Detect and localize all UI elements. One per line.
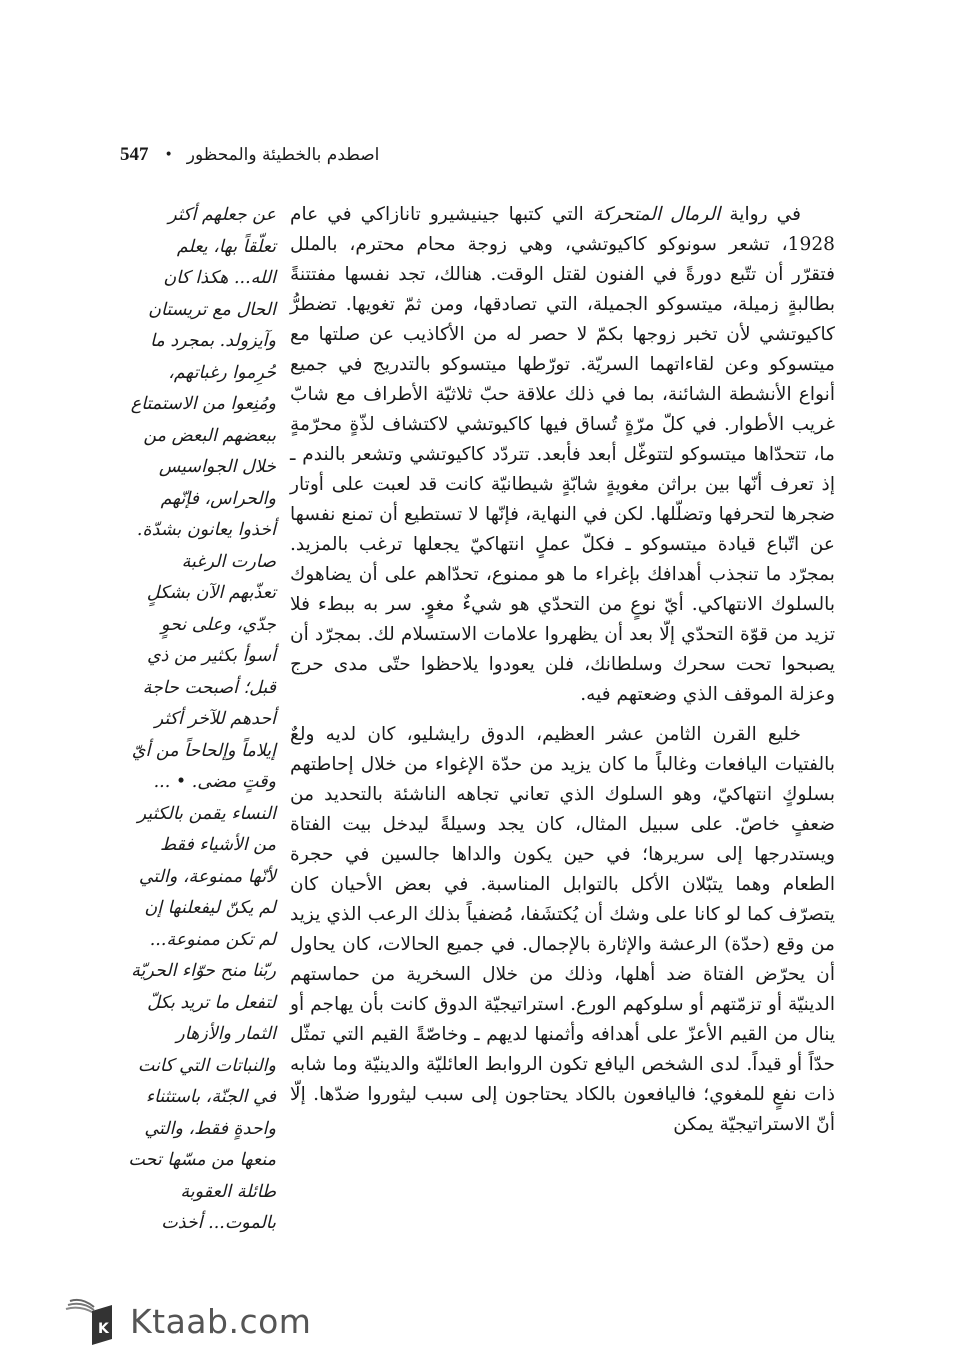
site-name: Ktaab.com xyxy=(130,1301,312,1341)
sidebar-quote-line: أخذوا يعانون بشدّة. xyxy=(136,520,276,540)
sidebar-quote-line: قبل؛ أصبحت حاجة xyxy=(142,677,276,698)
sidebar-quote xyxy=(128,200,276,1240)
svg-text:K: K xyxy=(98,1321,109,1337)
sidebar-quote-line: ربّنا منح حوّاء الحريّة xyxy=(131,961,276,981)
paragraph-1 xyxy=(290,200,835,710)
sidebar-quote-line: ببعضهم البعض من xyxy=(143,425,276,446)
sidebar-quote-line: الله... هكذا كان xyxy=(163,268,276,288)
sidebar-quote-line: طائلة العقوبة xyxy=(180,1181,276,1202)
sidebar-quote-line: لأنّها ممنوعة، والتي xyxy=(138,866,276,887)
sidebar-quote-line: منعها من مسّها تحت xyxy=(128,1150,276,1170)
running-header xyxy=(120,140,410,170)
sidebar-quote-line: أحدهم للآخر أكثر xyxy=(154,709,276,729)
sidebar-quote-line: وقتٍ مضى. • ... xyxy=(153,772,276,792)
sidebar-quote-line: لتفعل ما تريد بكلّ xyxy=(147,992,276,1013)
book-logo-icon xyxy=(62,1295,122,1347)
sidebar-quote-line: واحدةٍ فقط، والتي xyxy=(144,1118,276,1139)
sidebar-quote-line: لم تكن ممنوعة... xyxy=(149,929,276,950)
sidebar-quote-line: خلال الجواسيس xyxy=(158,457,276,477)
sidebar-quote-line: والنباتات التي كانت xyxy=(137,1055,276,1076)
paragraph-2 xyxy=(290,720,835,1140)
sidebar-quote-line: تعذّبهم الآن بشكلٍ xyxy=(146,583,276,603)
sidebar-quote-line: إيلاماً وإلحاحاً من أيّ xyxy=(131,740,276,761)
sidebar-quote-line: عن جعلهم أكثر xyxy=(168,205,276,225)
sidebar-quote-line: الثمار والأزهار xyxy=(176,1024,276,1044)
sidebar-quote-line: والحراس، فإنّهم xyxy=(160,488,276,509)
sidebar-quote-line: لم يكنّ ليفعلنها إن xyxy=(144,898,276,918)
paragraph-lead: في رواية xyxy=(720,204,801,225)
sidebar-quote-line: وآيزولد. بمجرد ما xyxy=(150,331,276,351)
sidebar-quote-line: من الأشياء فقط xyxy=(160,835,276,855)
sidebar-quote-line: ومُنِعوا من الاستمتاع xyxy=(130,394,276,414)
watermark-logo xyxy=(62,1295,311,1347)
main-text-column xyxy=(290,200,835,1140)
sidebar-quote-line: أسوأ بكثير من ذي xyxy=(146,646,276,666)
sidebar-quote-line: في الجنّة، باستثناء xyxy=(145,1087,276,1107)
running-title: اصطدم بالخطيئة والمحظور xyxy=(186,145,380,165)
sidebar-quote-line: تعلّقاً بها، يعلم xyxy=(176,236,276,257)
paragraph-body: خليع القرن الثامن عشر العظيم، الدوق رايشليو، كان لديه ولعٌ بالفتيات اليافعات وغالباً ما كان يزيد من حدّة الإغواء من خلال إحاطتهم بسلوكٍ انتهاكيّ، وهو السلوك الذي تعاني تجاهه الناشئة بالتحديد من ضعفٍ خاصّ. على سبيل المثال، كان يجد وسيلةً ليدخل بيت الفتاة ويستدرجها إلى سريرها؛ في حين يكون والداها جالسين في حجرة الطعام وهما يتبّلان الأكل بالتوابل المناسبة. في بعض الأحيان كان يتصرّف كما لو كانا على وشك أن يُكتشَفا، مُضفياً بذلك الرعب الذي يزيد من وقع (حدّة) الرعشة والإثارة بالإجمال. في جميع الحالات، كان يحاول أن يحرّض الفتاة ضد أهلها، وذلك من خلال السخرية من حماستهم الدينيّة أو تزمّتهم أو سلوكهم الورع. استراتيجيّة الدوق كانت بأن يهاجم أو ينال من القيم الأعزّ على أهدافه وأثمنها لديهم ـ وخاصّةً القيم التي تمثّل حدّاً أو قيداً. لدى الشخص اليافع تكون الروابط العائليّة والدينيّة وما شابه ذات نفعٍ للمغوي؛ فاليافعون بالكاد يحتاجون إلى سبب ليثوروا ضدّها. إلّا أنّ الاستراتيجيّة يمكن xyxy=(290,724,835,1135)
sidebar-quote-line: جدّي، وعلى نحوٍ xyxy=(161,614,276,635)
sidebar-quote-line: بالموت... أخذت xyxy=(161,1213,276,1233)
sidebar-quote-line: حُرِموا رغباتهم، xyxy=(168,362,276,383)
sidebar-quote-line: الحال مع تريستان xyxy=(148,299,276,320)
header-separator: • xyxy=(164,147,173,163)
sidebar-quote-line: صارت الرغبة xyxy=(181,551,276,572)
sidebar-quote-line: النساء يقمن بالكثير xyxy=(137,803,276,824)
book-title: الرمال المتحركة xyxy=(592,204,721,225)
paragraph-body: التي كتبها جينيشيرو تانازاكي في عام 1928، تشعر سونوكو كاكيوتشي، وهي زوجة محام محترم، بالملل فتقرّر أن تتّبع دورةً في الفنون لقتل الوقت. هنالك، تجد نفسها مفتتنةً بطالبةٍ زميلة، ميتسوكو الجميلة، التي تصادقها، ومن ثمّ تغويها. تضطرُّ كاكيوتشي لأن تخبر زوجها بكمّ لا حصر له من الأكاذيب عن صلتها مع ميتسوكو وعن لقاءاتهما السريّة. تورّطها ميتسوكو بالتدريج في جميع أنواع الأنشطة الشائنة، بما في ذلك علاقة حبّ ثلاثيّة الأطراف مع شابّ غريب الأطوار. في كلّ مرّةٍ تُساق فيها كاكيوتشي لاكتشاف لذّةٍ محرّمةٍ ما، تتحدّاها ميتسوكو لتتوغّل أبعد فأبعد. تتردّد كاكيوتشي وتشعر بالندم ـ إذ تعرف أنّها بين براثن مغويةٍ شابّةٍ شيطانيّة كانت قد لعبت على أوتار ضجرها لتحرفها وتضلّلها. لكن في النهاية، فإنّها لا تستطيع أن تمنع نفسها عن اتّباع قيادة ميتسوكو ـ فكلّ عملٍ انتهاكيّ يجعلها ترغب بالمزيد. بمجرّد ما تنجذب أهدافك بإغراء ما هو ممنوع، تحدّاهم على أن يضاهوك بالسلوك الانتهاكي. أيّ نوعٍ من التحدّي هو شيءٌ مغوٍ. سر به ببطء فلا تزيد من قوّة التحدّي إلّا بعد أن يظهروا علامات الاستسلام لك. بمجرّد أن يصبحوا تحت سحرك وسلطانك، فلن يعودوا يلاحظوا حتّى مدى حرج وعزلة الموقف الذي وضعتهم فيه. xyxy=(290,204,835,705)
page-number: 547 xyxy=(120,144,149,165)
